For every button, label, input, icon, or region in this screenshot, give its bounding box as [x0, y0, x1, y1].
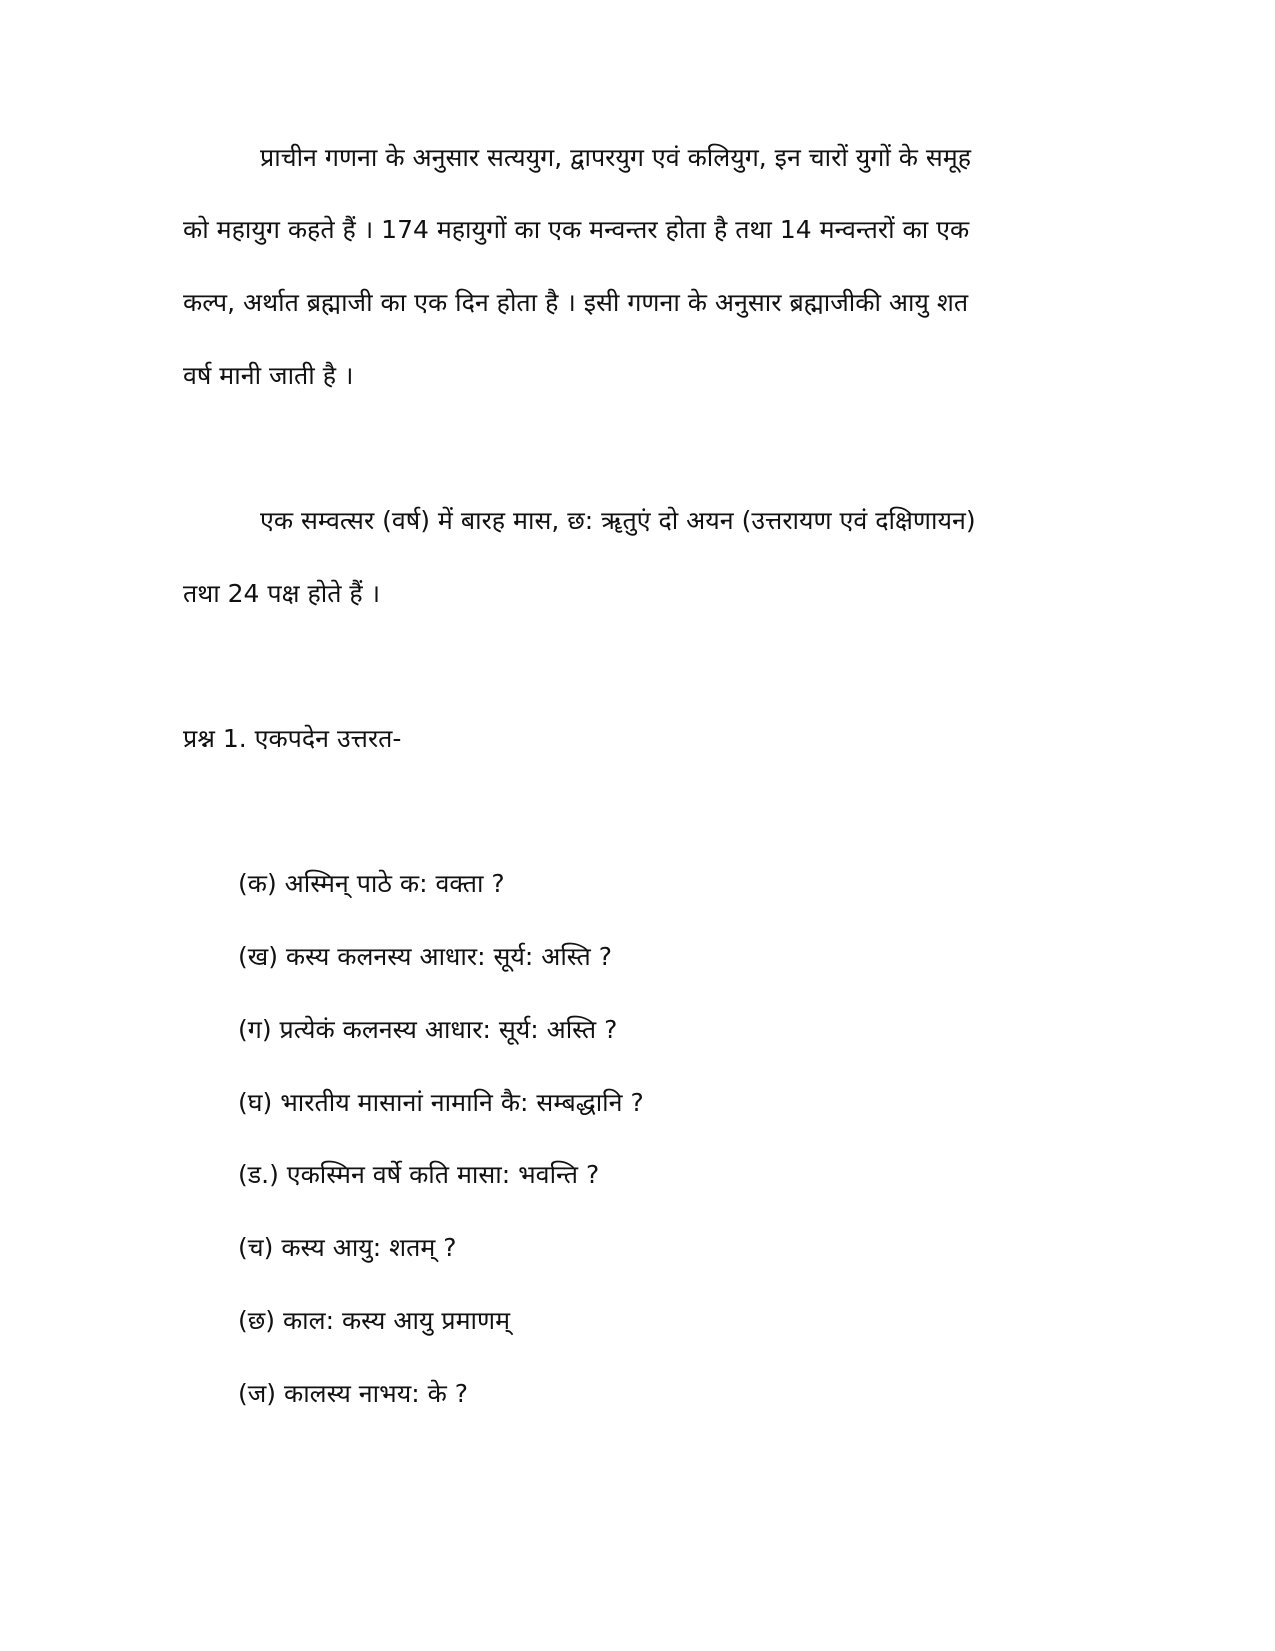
question-item: (ख) कस्य कलनस्य आधार: सूर्य: अस्ति ? [238, 942, 613, 971]
question-item: (छ) काल: कस्य आयु प्रमाणम् [238, 1306, 511, 1335]
question-item: (च) कस्य आयु: शतम् ? [238, 1233, 457, 1262]
question-item: (ड.) एकस्मिन वर्षे कति मासा: भवन्ति ? [238, 1160, 600, 1189]
paragraph-1-line-2: को महायुग कहते हैं । 174 महायुगों का एक मन्वन्तर होता है तथा 14 मन्वन्तरों का एक [183, 215, 970, 244]
paragraph-1-line-3: कल्प, अर्थात ब्रह्माजी का एक दिन होता है । इसी गणना के अनुसार ब्रह्माजीकी आयु शत [183, 288, 969, 317]
question-item: (क) अस्मिन् पाठे क: वक्ता ? [238, 869, 505, 898]
question-heading: प्रश्न 1. एकपदेन उत्तरत- [183, 724, 402, 753]
paragraph-1-line-1: प्राचीन गणना के अनुसार सत्ययुग, द्वापरयुग एवं कलियुग, इन चारों युगों के समूह [260, 143, 972, 172]
question-item: (ग) प्रत्येकं कलनस्य आधार: सूर्य: अस्ति ? [238, 1015, 618, 1044]
paragraph-2-line-2: तथा 24 पक्ष होते हैं । [183, 579, 381, 608]
paragraph-1-line-4: वर्ष मानी जाती है । [183, 361, 354, 390]
paragraph-2-line-1: एक सम्वत्सर (वर्ष) में बारह मास, छ: ॠतुएं दो अयन (उत्तरायण एवं दक्षिणायन) [260, 506, 976, 535]
question-item: (घ) भारतीय मासानां नामानि कै: सम्बद्धानि ? [238, 1088, 644, 1117]
question-item: (ज) कालस्य नाभय: के ? [238, 1379, 469, 1408]
